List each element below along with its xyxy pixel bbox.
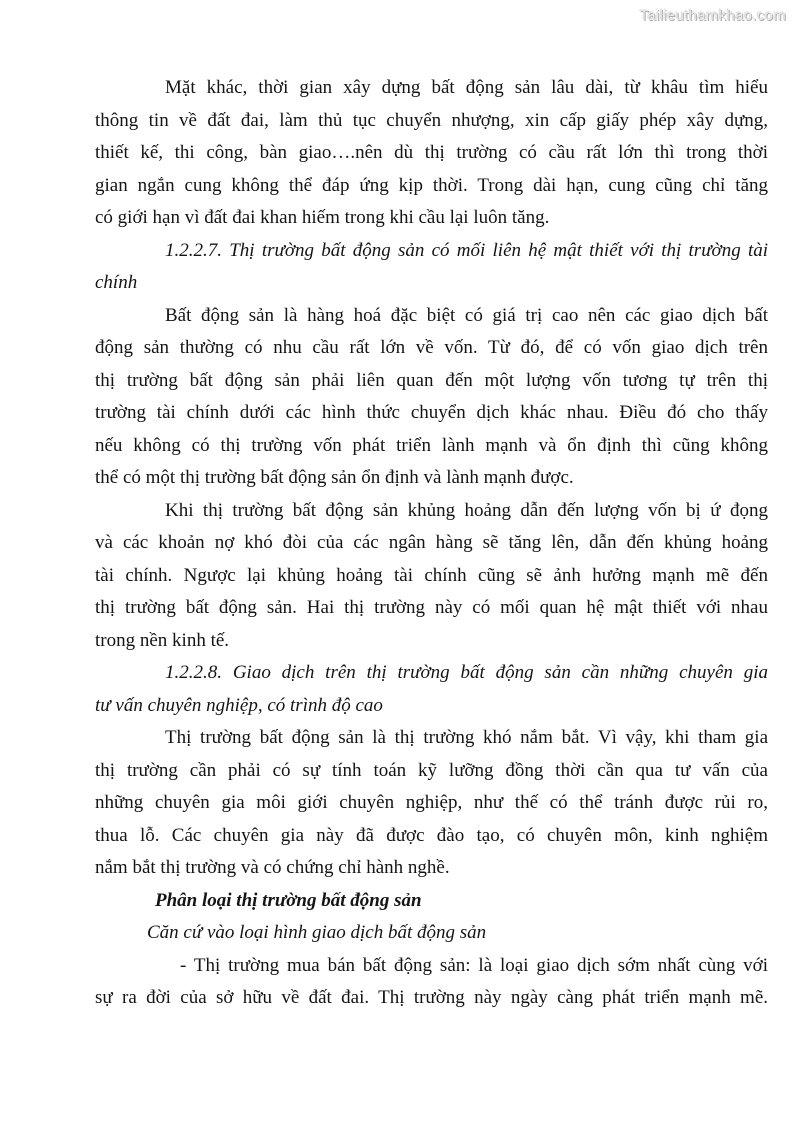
heading-line: Căn cứ vào loại hình giao dịch bất động sản <box>147 922 487 943</box>
text-line: Bất động sản là hàng hoá đặc biệt có giá trị cao nên các giao dịch bất <box>165 304 768 326</box>
paragraph-trading-market <box>95 950 768 1015</box>
document-body <box>95 72 768 1015</box>
paragraph-capital-link <box>95 300 768 495</box>
text-line: tài chính. Ngược lại khủng hoảng tài chính cũng sẽ ảnh hưởng mạnh mẽ đến <box>95 564 768 586</box>
heading-line: Phân loại thị trường bất động sản <box>155 889 422 911</box>
heading-1-2-2-8 <box>95 657 768 722</box>
heading-classification <box>95 885 768 918</box>
text-line: Khi thị trường bất động sản khủng hoảng dẫn đến lượng vốn bị ứ đọng <box>165 499 768 521</box>
text-line: nắm bắt thị trường và có chứng chỉ hành nghề. <box>95 857 450 878</box>
watermark: Tailieuthamkhao.com <box>639 7 786 24</box>
heading-line: 1.2.2.8. Giao dịch trên thị trường bất động sản cần những chuyên gia <box>165 662 768 683</box>
text-line: thị trường bất động sản. Hai thị trường này có mối quan hệ mật thiết với nhau <box>95 597 768 618</box>
text-line: nếu không có thị trường vốn phát triển lành mạnh và ổn định thì cũng không <box>95 434 768 456</box>
text-line: thua lỗ. Các chuyên gia này đã được đào tạo, có chuyên môn, kinh nghiệm <box>95 824 768 846</box>
text-line: thị trường bất động sản phải liên quan đến một lượng vốn tương tự trên thị <box>95 369 768 391</box>
text-line: trong nền kinh tế. <box>95 629 230 651</box>
heading-line: chính <box>95 272 138 293</box>
paragraph-crisis <box>95 495 768 658</box>
text-line: Thị trường bất động sản là thị trường khó nắm bắt. Vì vậy, khi tham gia <box>165 727 768 748</box>
text-line: có giới hạn vì đất đai khan hiếm trong khi cầu lại luôn tăng. <box>95 207 550 228</box>
paragraph-experts <box>95 722 768 885</box>
text-line: Mặt khác, thời gian xây dựng bất động sản lâu dài, từ khâu tìm hiểu <box>165 77 768 98</box>
heading-1-2-2-7 <box>95 235 768 300</box>
text-line: sự ra đời của sở hữu về đất đai. Thị trường này ngày càng phát triển mạnh mẽ. <box>95 987 768 1008</box>
text-line: trường tài chính dưới các hình thức chuyển dịch khác nhau. Điều đó cho thấy <box>95 402 768 423</box>
text-line: động sản thường có nhu cầu rất lớn về vốn. Từ đó, để có vốn giao dịch trên <box>95 337 768 358</box>
text-line: và các khoản nợ khó đòi của các ngân hàng sẽ tăng lên, dẫn đến khủng hoảng <box>95 532 768 553</box>
text-line: - Thị trường mua bán bất động sản: là loại giao dịch sớm nhất cùng với <box>180 954 768 976</box>
text-line: gian ngắn cung không thể đáp ứng kịp thời. Trong dài hạn, cung cũng chỉ tăng <box>95 174 768 196</box>
text-line: thiết kế, thi công, bàn giao….nên dù thị trường có cầu rất lớn thì trong thời <box>95 142 768 163</box>
subheading-transaction-type <box>95 917 768 950</box>
text-line: thông tin về đất đai, làm thủ tục chuyển nhượng, xin cấp giấy phép xây dựng, <box>95 109 768 131</box>
text-line: thị trường cần phải có sự tính toán kỹ lưỡng đồng thời cần qua tư vấn của <box>95 759 768 781</box>
heading-line: tư vấn chuyên nghiệp, có trình độ cao <box>95 694 383 716</box>
text-line: thể có một thị trường bất động sản ổn định và lành mạnh được. <box>95 467 574 488</box>
text-line: những chuyên gia môi giới chuyên nghiệp, như thế có thể tránh được rủi ro, <box>95 792 768 813</box>
paragraph-opening <box>95 72 768 235</box>
heading-line: 1.2.2.7. Thị trường bất động sản có mối liên hệ mật thiết với thị trường tài <box>165 239 768 261</box>
